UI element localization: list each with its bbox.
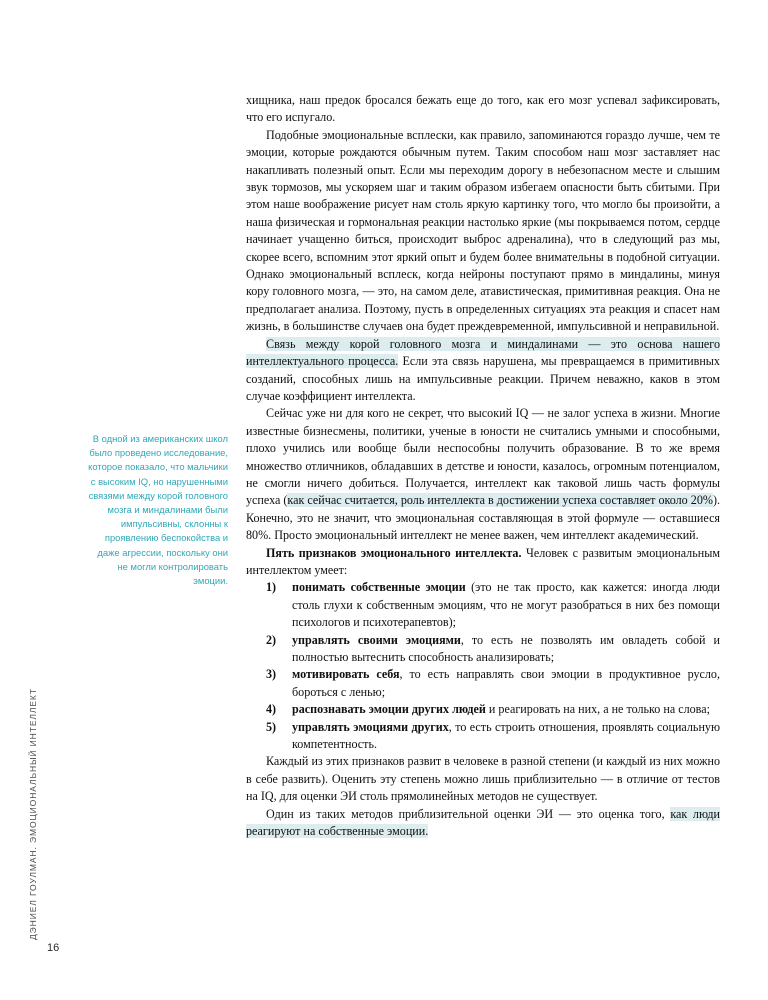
list-item-number: 2) (266, 632, 277, 647)
paragraph-continuation: хищника, наш предок бросался бежать еще до того, как его мозг успевал зафиксировать, что его испугало. (246, 93, 720, 125)
list-item-number: 3) (266, 667, 277, 682)
paragraph-cortex-amygdala-link (246, 336, 720, 406)
main-text-column (246, 92, 720, 840)
running-head: ДЭНИЕЛ ГОУЛМАН. ЭМОЦИОНАЛЬНЫЙ ИНТЕЛЛЕКТ (28, 688, 38, 940)
list-item-bold: управлять эмоциями других (292, 719, 449, 734)
page-number: 16 (47, 942, 60, 954)
paragraph-assessment-method (246, 806, 720, 841)
list-item (246, 579, 720, 631)
paragraph-iq-part-b: ). Конечно, это не значит, что эмоциональная составляющая в этой формуле — оставшиеся 80%. Просто эмоциональный интеллект не менее важен, чем интеллект академический. (246, 493, 720, 543)
list-item (246, 632, 720, 667)
list-item-text: , то есть не позволять им овладеть собой и полностью вытеснить способность анализировать; (292, 632, 720, 664)
list-item-bold: распознавать эмоции других людей (292, 702, 486, 717)
margin-side-note: В одной из американских школ было проведено исследование, которое показало, что мальчики с высоким IQ, но нарушенными связями между корой головного мозга и миндалинами были импульсивны, склонны к проявлению беспокойства и даже агрессии, поскольку они не могли контролировать эмоции. (88, 433, 228, 587)
list-item-text: (это не так просто, как кажется: иногда люди столь глухи к собственным эмоциям, что не могут разобраться в них без помощи психологов и психотерапевтов); (292, 580, 720, 630)
paragraph-iq-part-a: Сейчас уже ни для кого не секрет, что высокий IQ — не залог успеха в жизни. Многие известные бизнесмены, политики, ученые в юности не считались умными и способными, плохо учились или вообще были неспособны получить образование. В то же время множество отличников, обладавших в детстве и юности, казалось, огромным потенциалом, не смогли ничего добиться. Получается, интеллект как таковой лишь часть формулы успеха ( (246, 406, 720, 508)
five-signs-heading: Пять признаков эмоционального интеллекта. (266, 545, 522, 560)
five-signs-intro-rest: Человек с развитым эмоциональным интеллектом умеет: (246, 545, 720, 577)
list-item-number: 1) (266, 580, 277, 595)
highlighted-sentence-link: Связь между корой головного мозга и миндалинами — это основа нашего интеллектуального процесса. (246, 336, 720, 369)
assessment-method-text: Один из таких методов приблизительной оценки ЭИ — это оценка того, (266, 806, 671, 821)
paragraph-signs-degree: Каждый из этих признаков развит в человеке в разной степени (и каждый из них можно в себе развить). Оценить эту степень можно лишь приблизительно — в отличие от тестов на IQ, для оценки ЭИ столь прямолинейных методов не существует. (246, 754, 720, 804)
list-item-text: , то есть строить отношения, проявлять социальную компетентность. (292, 719, 720, 752)
five-signs-list (246, 579, 720, 753)
list-item-text: , то есть направлять свои эмоции в продуктивное русло, бороться с ленью; (292, 667, 720, 699)
list-item (246, 701, 720, 718)
list-item-bold: понимать собственные эмоции (292, 580, 466, 595)
list-item (246, 666, 720, 701)
list-item-number: 4) (266, 702, 277, 717)
paragraph-emotional-bursts: Подобные эмоциональные всплески, как правило, запоминаются гораздо лучше, чем те эмоции, которые рождаются обычным путем. Таким способом наш мозг заставляет нас накапливать полезный опыт. Если мы переходим дорогу в небезопасном месте и слышим звук тормозов, мы ускоряем шаг и таким образом избегаем опасности быть сбитыми. При этом наше воображение рисует нам столь яркую картинку того, что могло бы произойти, а наша физическая и гормональная реакции настолько яркие (мы покрываемся потом, сердце начинает учащенно биться, происходит выброс адреналина), что в следующий раз мы, скорее всего, вспомним этот яркий опыт и будем более внимательны в подобной ситуации. Однако эмоциональный всплеск, когда нейроны поступают прямо в миндалины, минуя кору головного мозга, — это, на самом деле, атавистическая, примитивная реакция. Она не предполагает анализа. Поэтому, пусть в определенных ситуациях эта реакция и спасет нам жизнь, в большинстве случаев она будет преждевременной, импульсивной и неправильной. (246, 127, 720, 334)
highlighted-intellect-share: как сейчас считается, роль интеллекта в достижении успеха составляет около 20% (287, 493, 713, 508)
paragraph-cortex-amygdala-rest: Если эта связь нарушена, мы превращаемся в примитивных созданий, способных лишь на импульсивные реакции. Причем неважно, каков в этом случае коэффициент интеллекта. (246, 354, 720, 403)
paragraph-five-signs-intro (246, 545, 720, 580)
highlighted-reaction-sentence: как люди реагируют на собственные эмоции. (246, 806, 721, 839)
list-item (246, 719, 720, 754)
list-item-bold: управлять своими эмоциями (292, 632, 461, 647)
list-item-number: 5) (266, 719, 277, 734)
list-item-bold: мотивировать себя (292, 667, 400, 682)
list-item-text: и реагировать на них, а не только на слова; (485, 702, 710, 717)
paragraph-iq-success (246, 405, 720, 544)
